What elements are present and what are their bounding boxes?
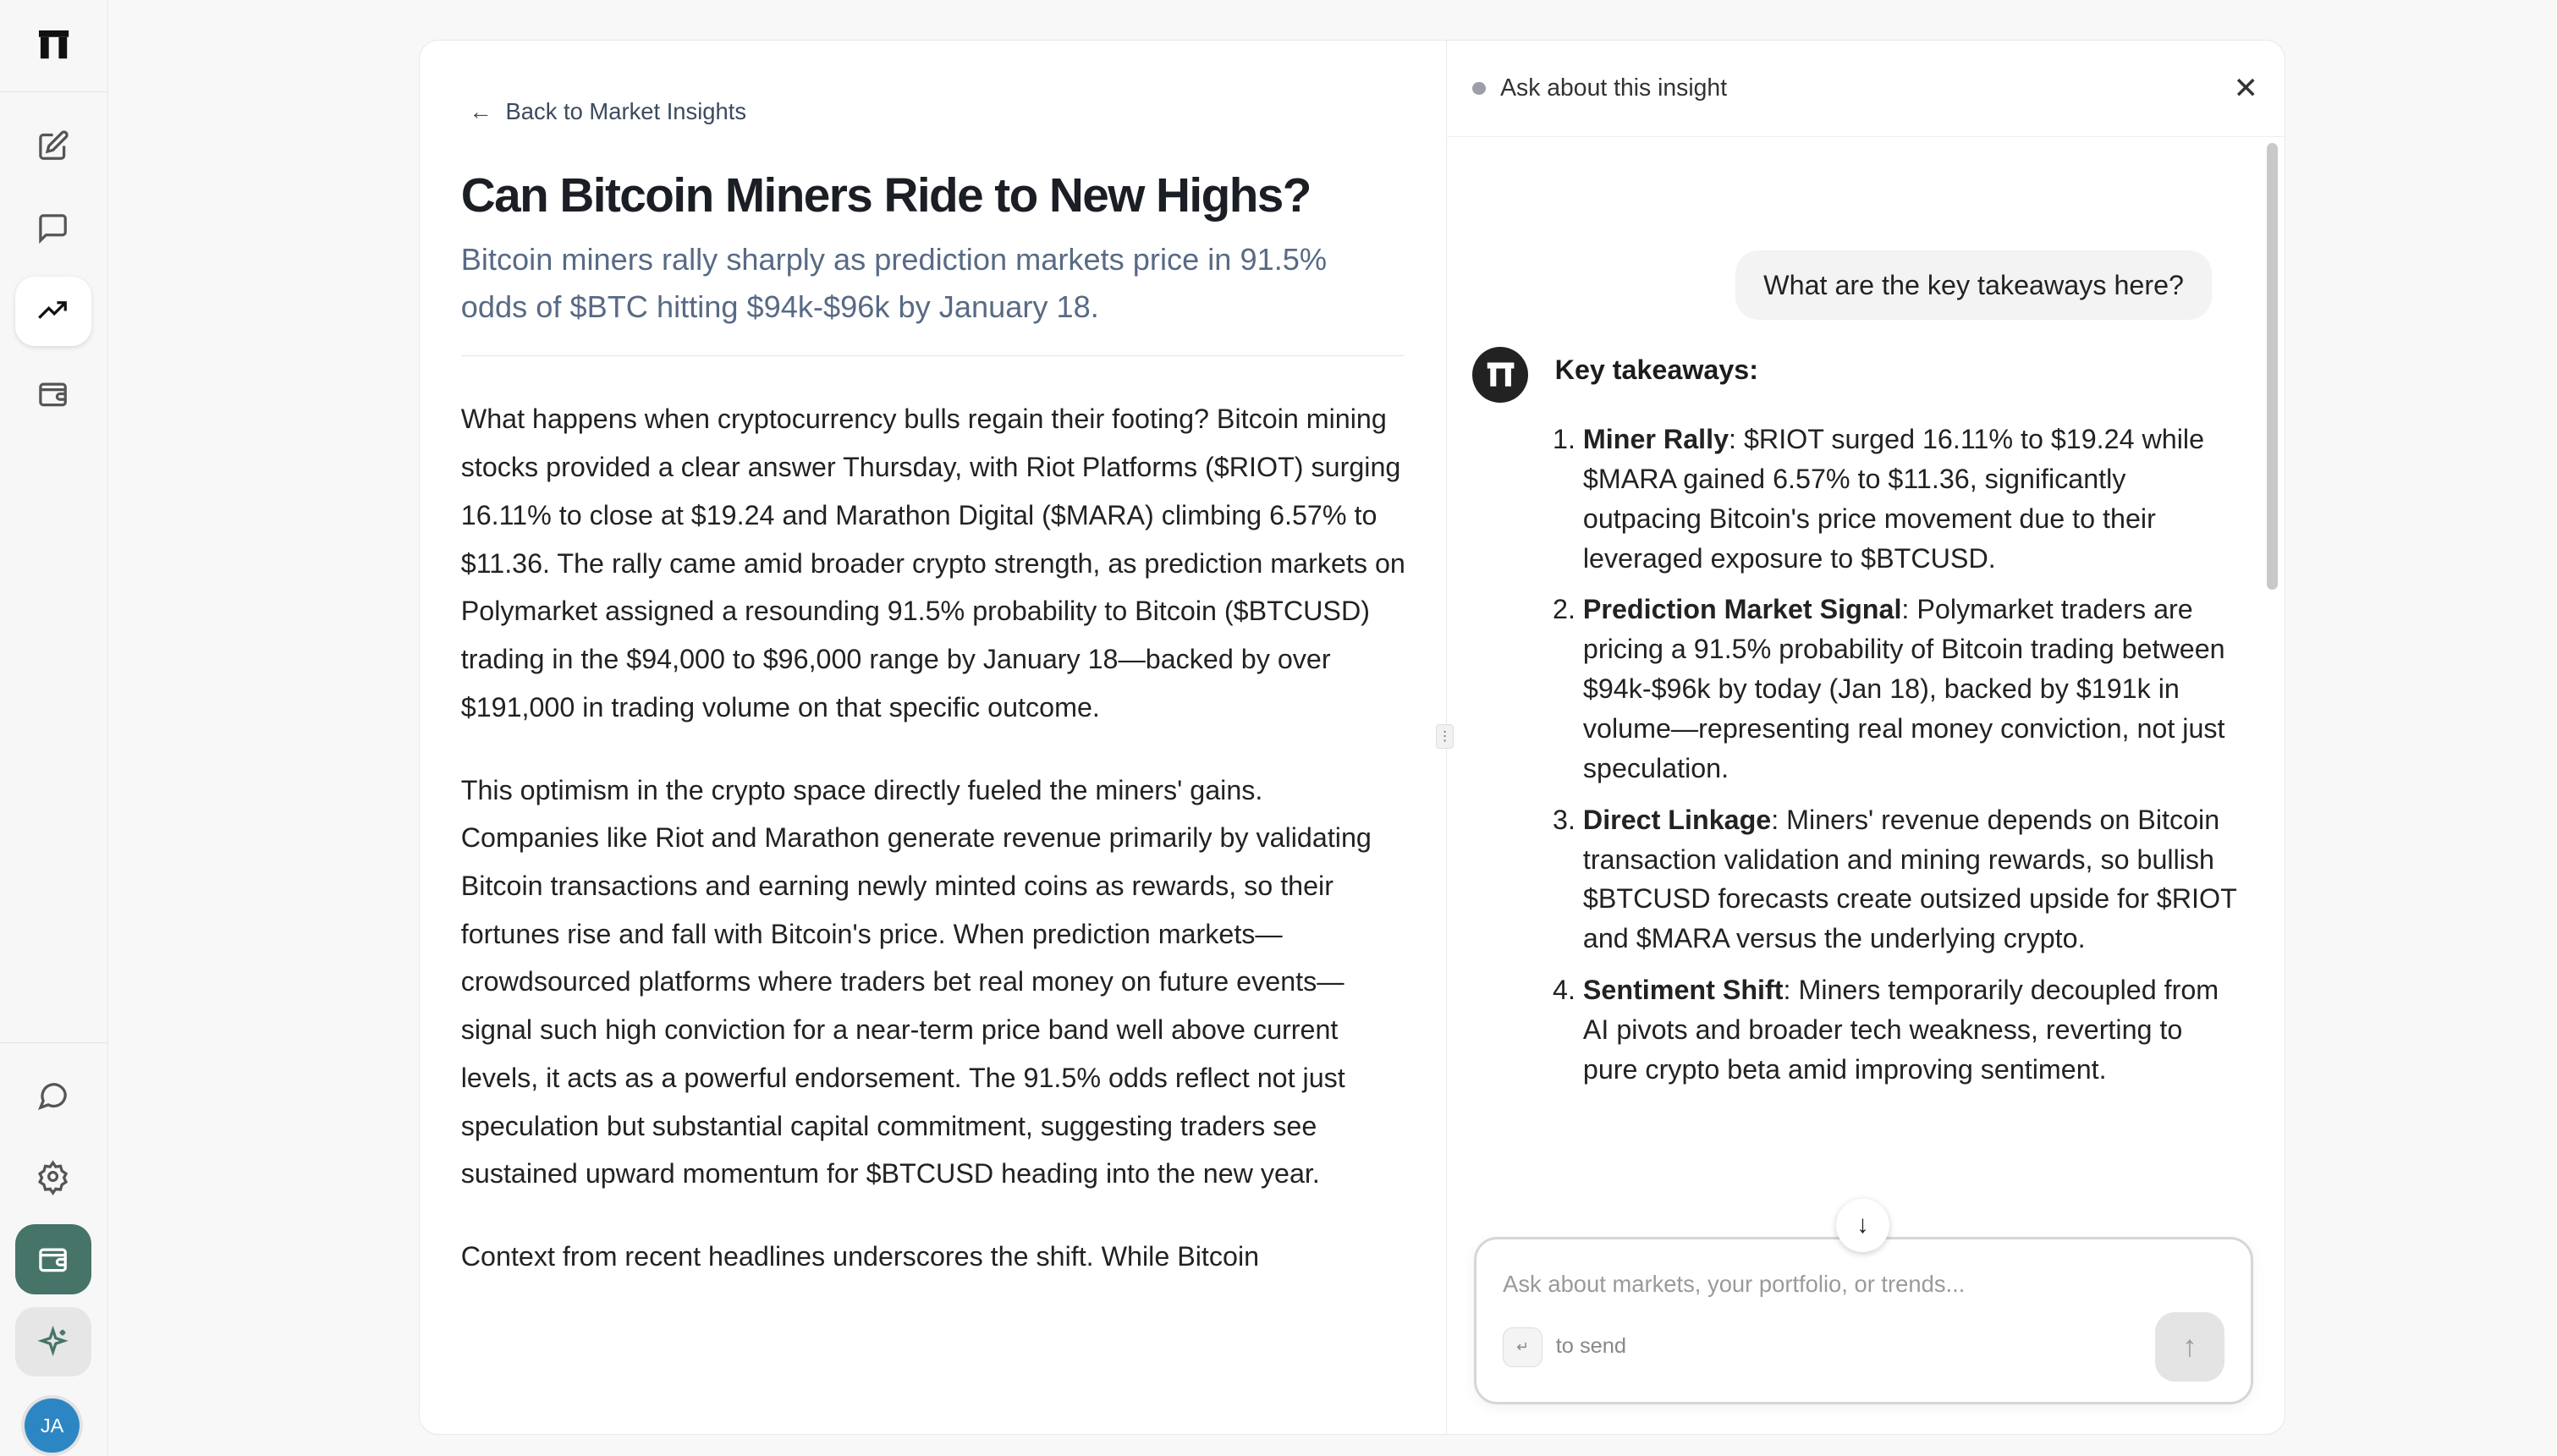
back-link[interactable] xyxy=(470,94,1408,130)
insight-card xyxy=(419,40,2285,1435)
wallet-icon xyxy=(36,1243,69,1276)
article-subtitle: Bitcoin miners rally sharply as prediction markets price in 91.5% odds of $BTC hitting $94k-$96k by January 18. xyxy=(460,241,1328,325)
list-item xyxy=(1583,800,2241,959)
takeaway-title: Prediction Market Signal xyxy=(1582,594,1902,625)
takeaway-title: Direct Linkage xyxy=(1582,804,1772,835)
takeaway-text: : Miners temporarily decoupled from AI pivots and broader tech weakness, reverting to pure crypto beta amid improving sentiment. xyxy=(1582,975,2219,1085)
new-note-button[interactable] xyxy=(15,111,91,180)
chat-title: Ask about this insight xyxy=(1500,74,1728,102)
list-item xyxy=(1583,590,2241,788)
logo-icon xyxy=(1486,360,1515,389)
scroll-down-button[interactable] xyxy=(1836,1199,1889,1252)
send-hint: to send xyxy=(1555,1333,1627,1358)
paragraph: What happens when cryptocurrency bulls regain their footing? Bitcoin mining stocks provided a clear answer Thursday, with Riot Platforms ($RIOT) surging 16.11% to close at $19.24 and Marathon Digital ($MARA) climbing 6.57% to $11.36. The rally came amid broader crypto strength, as prediction markets on Polymarket assigned a resounding 91.5% probability to Bitcoin ($BTCUSD) trading in the $94,000 to $96,000 range by January 18—backed by over $191,000 in trading volume on that specific outcome. xyxy=(460,404,1405,723)
answer-heading: Key takeaways: xyxy=(1554,354,1758,385)
scrollbar[interactable] xyxy=(2267,143,2279,590)
wallet-button[interactable] xyxy=(15,1224,91,1294)
user-message-row xyxy=(1446,138,2265,320)
chat-icon xyxy=(36,212,69,244)
app-logo[interactable] xyxy=(0,0,107,92)
resize-handle[interactable]: ⋮ xyxy=(1436,724,1454,749)
takeaway-text: : Miners' revenue depends on Bitcoin transaction validation and mining rewards, so bullish $BTCUSD forecasts create outsized upside for $RIOT and $MARA versus the underlying crypto. xyxy=(1582,804,2237,954)
article-content xyxy=(461,94,1408,1316)
send-button[interactable] xyxy=(2155,1312,2224,1382)
user-message: What are the key takeaways here? xyxy=(1735,250,2212,320)
message-list[interactable] xyxy=(1446,138,2265,1230)
market-insights-button[interactable] xyxy=(15,277,91,346)
sidebar xyxy=(0,0,108,1456)
chat-panel xyxy=(1446,41,2285,1434)
portfolio-button[interactable] xyxy=(15,359,91,428)
enter-key-icon: ↵ xyxy=(1503,1327,1542,1367)
user-avatar[interactable]: JA xyxy=(25,1398,80,1453)
message-circle-icon xyxy=(36,1079,69,1112)
edit-icon xyxy=(36,129,69,162)
article-panel xyxy=(420,41,1452,1434)
sidebar-divider xyxy=(0,1042,107,1043)
assistant-content xyxy=(1555,347,2242,1102)
wallet-icon xyxy=(36,377,69,410)
assistant-message xyxy=(1446,347,2265,1102)
arrow-up-icon: ↑ xyxy=(2182,1330,2197,1364)
paragraph: This optimism in the crypto space directly fueled the miners' gains. Companies like Riot and Marathon generate revenue primarily by validating Bitcoin transactions and earning newly minted coins as rewards, so their fortunes rise and fall with Bitcoin's price. When prediction markets—crowdsourced platforms where traders bet real money on future events—signal such high conviction for a near-term price band well above current levels, it acts as a powerful endorsement. The 91.5% odds reflect not just speculation but substantial capital commitment, suggesting traders see sustained upward momentum for $BTCUSD heading into the new year. xyxy=(460,774,1372,1190)
ai-assistant-button[interactable] xyxy=(15,1307,91,1376)
paragraph: Context from recent headlines underscores the shift. While Bitcoin xyxy=(460,1241,1260,1272)
article-title: Can Bitcoin Miners Ride to New Highs? xyxy=(460,168,1311,223)
trending-up-icon xyxy=(36,294,69,327)
chat-input-box[interactable] xyxy=(1474,1237,2253,1404)
divider xyxy=(461,355,1405,356)
chats-button[interactable] xyxy=(15,194,91,263)
chat-input[interactable]: Ask about markets, your portfolio, or trends... xyxy=(1503,1271,1966,1298)
takeaway-title: Sentiment Shift xyxy=(1582,975,1784,1006)
takeaway-title: Miner Rally xyxy=(1582,423,1729,454)
chat-header xyxy=(1446,41,2285,137)
settings-button[interactable] xyxy=(15,1142,91,1212)
sparkles-icon xyxy=(36,1326,69,1359)
article-body xyxy=(461,395,1408,1280)
back-label: Back to Market Insights xyxy=(505,98,747,125)
takeaway-text: : $RIOT surged 16.11% to $19.24 while $MARA gained 6.57% to $11.36, significantly outpacing Bitcoin's price movement due to their leveraged exposure to $BTCUSD. xyxy=(1582,423,2205,574)
takeaways-list xyxy=(1555,420,2242,1090)
gear-icon xyxy=(36,1160,69,1193)
list-item xyxy=(1583,420,2241,579)
arrow-down-icon: ↓ xyxy=(1856,1211,1869,1239)
arrow-left-icon: ← xyxy=(469,98,492,125)
logo-icon xyxy=(37,29,70,62)
assistant-avatar xyxy=(1472,347,1529,404)
status-dot xyxy=(1472,82,1486,96)
close-icon[interactable]: ✕ xyxy=(2233,72,2258,106)
feedback-button[interactable] xyxy=(15,1061,91,1130)
list-item xyxy=(1583,970,2241,1090)
takeaway-text: : Polymarket traders are pricing a 91.5% probability of Bitcoin trading between $94k-$96k by today (Jan 18), backed by $191k in volume—representing real money conviction, not just speculation. xyxy=(1582,594,2225,783)
